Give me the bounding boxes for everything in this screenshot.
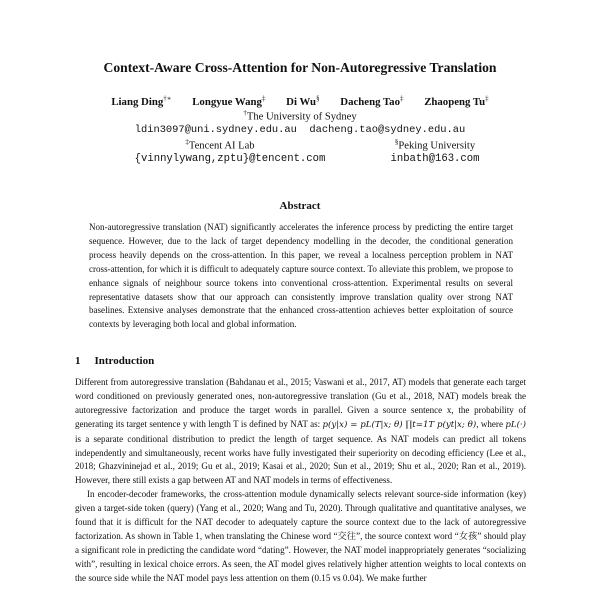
section-title: Introduction: [94, 355, 155, 367]
affiliation-peking: §Peking University: [394, 138, 476, 152]
author: Longyue Wang‡: [192, 94, 266, 108]
affiliation-tencent: ‡Tencent AI Lab: [185, 138, 255, 152]
paragraph: In encoder-decoder frameworks, the cross-attention module dynamically selects relevant source-side information (key) given a target-side token (query) (Yang et al., 2020; Wang and Tu, 2020). Through qualitative and quantitative analyses, we found that it is difficult for the NAT decoder to adequately capture the source context due to the lack of autoregressive factorization. As shown in Table 1, when translating the Chinese word “交往”, the source context word “女孩” should play a significant role in predicting the candidate word “dating”. However, the NAT model inappropriately generates “socializing with”, resulting in lexical choice errors. As seen, the AT model gives relatively higher attention weights to local contexts on the source side while the NAT model pays less attention on them (0.15 vs 0.04). We make further: [75, 489, 526, 583]
author: Dacheng Tao‡: [340, 94, 404, 108]
email-ldin: ldin3097@uni.sydney.edu.au: [134, 124, 297, 136]
email-dacheng: dacheng.tao@sydney.edu.au: [309, 124, 466, 136]
peking-email: inbath@163.com: [390, 153, 480, 165]
introduction-body: [75, 376, 526, 586]
section-number: 1: [75, 355, 81, 367]
author: Di Wu§: [286, 94, 320, 108]
author: Liang Ding†∗: [111, 94, 172, 108]
abstract-text: Non-autoregressive translation (NAT) significantly accelerates the inference process by predicting the entire target sequence. However, due to the lack of target dependency modelling in the decoder, the conditional generation process heavily depends on the cross-attention. In this paper, we reveal a localness perception problem in NAT cross-attention, for which it is difficult to adequately capture source context. To alleviate this problem, we propose to enhance signals of neighbour source tokens into conventional cross-attention. Experimental results on several representative datasets show that our approach can consistently improve translation quality over strong NAT baselines. Extensive analyses demonstrate that the enhanced cross-attention achieves better exploitation of source contexts by leveraging both local and global information.: [89, 222, 513, 330]
affiliation-sydney: †The University of Sydney: [243, 109, 357, 123]
author: Zhaopeng Tu‡: [424, 94, 489, 108]
section-heading: [75, 355, 154, 367]
tencent-email: {vinnylywang,zptu}@tencent.com: [134, 153, 326, 165]
paper-title: Context-Aware Cross-Attention for Non-Autoregressive Translation: [103, 60, 497, 75]
formula: p(y|x) = pL(T|x; θ) ∏t=1T p(yt|x; θ): [322, 419, 477, 430]
abstract-heading: Abstract: [279, 200, 321, 212]
formula: pL(·): [505, 419, 527, 430]
paragraph: Different from autoregressive translation (Bahdanau et al., 2015; Vaswani et al., 2017, AT) models that generate each target word conditioned on previously generated ones, non-autoregressive translation (Gu et al., 2018, NAT) models break the autoregressive factorization and produce the target words in parallel. Given a source sentence x, the probability of generating its target sentence y with length T is defined by NAT as: p(y|x) = pL(T|x; θ) ∏t=1T p(yt|x; θ), where pL(·) is a separate conditional distribution to predict the length of target sequence. As NAT models can predict all tokens independently and simultaneously, recent works have fully investigated their superiority on decoding efficiency (Lee et al., 2018; Ghazvininejad et al., 2019; Gu et al., 2019; Kasai et al., 2020; Sun et al., 2019; Shu et al., 2020; Ran et al., 2019). However, there still exists a gap between AT and NAT models in terms of effectiveness.: [75, 377, 527, 486]
author-list: [0, 94, 600, 108]
sydney-emails: [0, 124, 600, 136]
